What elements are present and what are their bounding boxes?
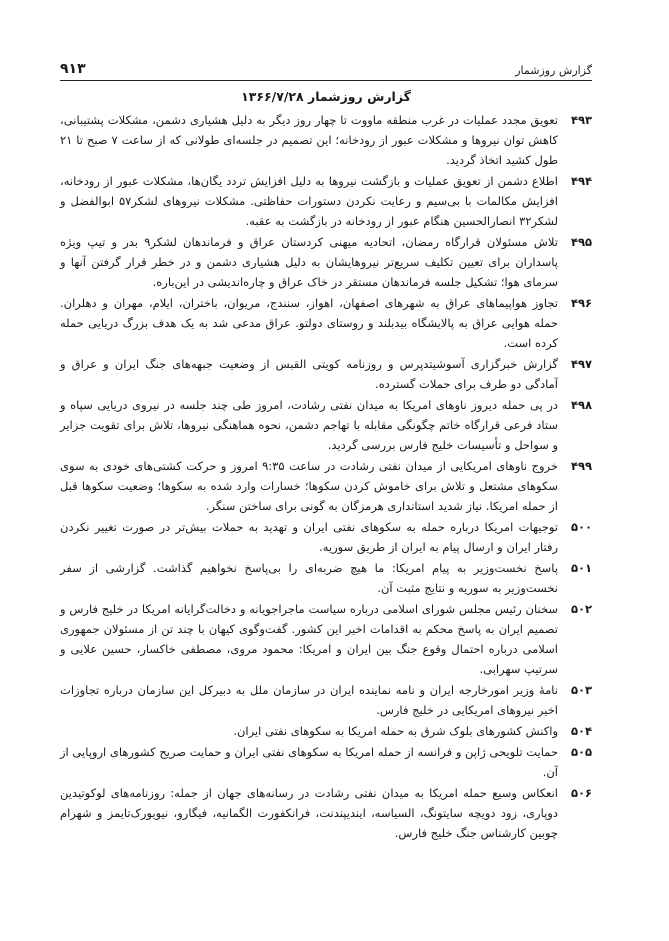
entry-number: ۵۰۲ (570, 602, 592, 616)
report-entry (60, 742, 592, 782)
report-entry (60, 517, 592, 557)
report-title: گزارش روزشمار ۱۳۶۶/۷/۲۸ (241, 89, 411, 104)
entry-number: ۴۹۹ (570, 459, 592, 473)
report-entry (60, 293, 592, 353)
running-title: گزارش روزشمار (515, 64, 592, 77)
report-entry (60, 599, 592, 679)
entry-text: تجاوز هواپیماهای عراق به شهرهای اصفهان، اهواز، سنندج، مریوان، باختران، ایلام، مهران و دهلران. حمله هوایی عراق به پالایشگاه بیدبلند و روستای دولتو. عراق مدعی شد به یک هدف بزرگ دریایی حمله کرده است. (60, 296, 558, 350)
entry-list (60, 110, 592, 843)
entry-number: ۴۹۵ (570, 235, 592, 249)
entry-text: حمایت تلویحی ژاپن و فرانسه از حمله امریکا به سکوهای نفتی ایران و حمایت صریح کشورهای اروپایی از آن. (60, 745, 558, 779)
entry-number: ۵۰۳ (570, 683, 592, 697)
report-entry (60, 680, 592, 720)
entry-text: سخنان رئیس مجلس شورای اسلامی درباره سیاست ماجراجویانه و دخالت‌گرایانه امریکا در خلیج فارس و تصمیم ایران به پاسخ محکم به اقدامات اخیر این کشور. گفت‌وگوی کیهان با چند تن از مسئولان جمهوری اسلامی درباره احتمال وقوع جنگ بین ایران و امریکا: محمود مروی، مصطفی خاکسار، حسین علایی و سرتیپ سهرابی. (60, 602, 558, 676)
entry-number: ۵۰۶ (570, 786, 592, 800)
report-entry (60, 354, 592, 394)
report-entry (60, 721, 592, 741)
entry-number: ۴۹۸ (570, 398, 592, 412)
report-entry (60, 110, 592, 170)
entry-text: گزارش خبرگزاری آسوشیتدپرس و روزنامه کویتی القبس از وضعیت جبهه‌های جنگ ایران و عراق و آمادگی دو طرف برای حملات گسترده. (60, 357, 558, 391)
report-entry (60, 456, 592, 516)
entry-text: نامهٔ وزیر امورخارجه ایران و نامه نماینده ایران در سازمان ملل به دبیرکل این سازمان درباره تجاوزات اخیر نیروهای امریکایی در خلیج فارس. (60, 683, 558, 717)
document-page (60, 55, 592, 844)
page-number: ۹۱۳ (60, 61, 86, 77)
entry-text: تعویق مجدد عملیات در غرب منطقه ماووت تا چهار روز دیگر به دلیل هشیاری دشمن، مشکلات پشتیبانی، کاهش توان نیروها و مشکلات عبور از رودخانه؛ این تصمیم در جلسه‌ای طولانی که از ساعت ۷ صبح تا ۲۱ طول کشید اتخاذ گردید. (60, 113, 558, 167)
entry-text: توجیهات امریکا درباره حمله به سکوهای نفتی ایران و تهدید به حملات بیش‌تر در صورت تغییر نکردن رفتار ایران و ارسال پیام به ایران از طریق سوریه. (60, 520, 558, 554)
entry-text: خروج ناوهای امریکایی از میدان نفتی رشادت در ساعت ۹:۳۵ امروز و حرکت کشتی‌های خودی به سوی سکوهای مشتعل و تلاش برای خاموش کردن سکوها؛ خسارات وارد شده به سکوها؛ وضعیت سکوها قبل از حمله امریکا. نیاز شدید استانداری هرمزگان به گونی برای ساختن سنگر. (60, 459, 558, 513)
entry-number: ۴۹۷ (570, 357, 592, 371)
entry-number: ۴۹۴ (570, 174, 592, 188)
entry-number: ۴۹۶ (570, 296, 592, 310)
report-entry (60, 395, 592, 455)
report-entry (60, 783, 592, 843)
entry-text: انعکاس وسیع حمله امریکا به میدان نفتی رشادت در رسانه‌های جهان از جمله: روزنامه‌های لوکوتیدین دوپاری، زود دویچه سایتونگ، السیاسه، ایندیپندنت، فرانکفورت الگمانیه، فیگارو، نیویورک‌تایمز و شهرام چوبین کارشناس جنگ خلیج فارس. (60, 786, 558, 840)
report-entry (60, 171, 592, 231)
entry-number: ۵۰۴ (570, 724, 592, 738)
report-entry (60, 232, 592, 292)
entry-number: ۴۹۳ (570, 113, 592, 127)
entry-text: اطلاع دشمن از تعویق عملیات و بازگشت نیروها به دلیل افزایش تردد یگان‌ها، مشکلات عبور از رودخانه، افزایش مکالمات با بی‌سیم و رعایت نکردن دستورات حفاظتی. مشکلات نیروهای لشکر۵۷ ابوالفضل و لشکر۳۲ انصارالحسین هنگام عبور از رودخانه در بازگشت به عقبه. (60, 174, 558, 228)
entry-number: ۵۰۵ (570, 745, 592, 759)
entry-number: ۵۰۰ (570, 520, 592, 534)
entry-text: در پی حمله دیروز ناوهای امریکا به میدان نفتی رشادت، امروز طی چند جلسه در نیروی دریایی سپاه و ستاد فرعی قرارگاه خاتم چگونگی مقابله با تهاجم دشمن، نحوه هماهنگی نیروها، تلاش برای تقویت جزایر و سواحل و تأسیسات خلیج فارس بررسی گردید. (60, 398, 558, 452)
entry-text: واکنش کشورهای بلوک شرق به حمله امریکا به سکوهای نفتی ایران. (233, 724, 558, 738)
entry-text: تلاش مسئولان قرارگاه رمضان، اتحادیه میهنی کردستان عراق و فرماندهان لشکر۹ بدر و تیپ ویژه پاسداران برای تعیین تکلیف سریع‌تر نیروهایشان به دلیل هشیاری دشمن و در خطر قرار گرفتن آنها و سرمای هوا؛ تشکیل جلسه فرماندهان مستقر در خاک عراق و چاره‌اندیشی در این‌باره. (60, 235, 558, 289)
entry-number: ۵۰۱ (570, 561, 592, 575)
report-entry (60, 558, 592, 598)
page-header (60, 55, 592, 81)
entry-text: پاسخ نخست‌وزیر به پیام امریکا: ما هیچ ضربه‌ای را بی‌پاسخ نخواهیم گذاشت. گزارشی از سفر نخست‌وزیر به سوریه و نتایج مثبت آن. (60, 561, 558, 595)
